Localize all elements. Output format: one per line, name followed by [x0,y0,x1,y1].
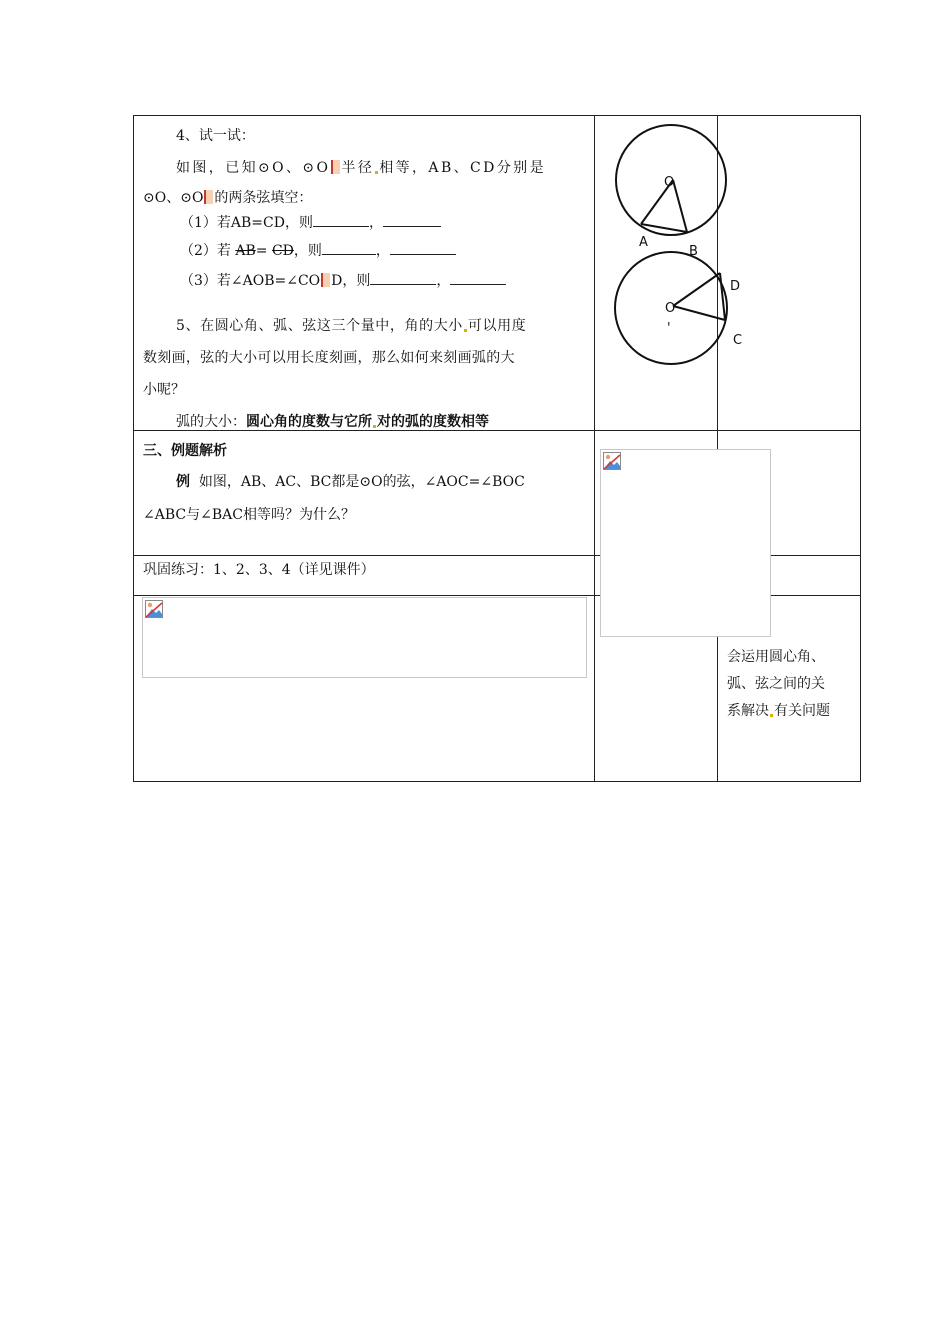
edit-marker-icon [331,160,340,174]
answer-text-a: 圆心角的度数与它所 [246,414,372,430]
example-line2: ∠ABC与∠BAC相等吗？为什么？ [143,507,355,523]
table-border-top [133,115,861,116]
section4-line2-part-a: ⊙O、⊙O [143,190,204,206]
section4-line2-part-b: 的两条弦填空： [214,190,313,206]
table-border-left [133,115,134,782]
arc-ab: AB [235,243,256,259]
question-2-text-e: ，则 [293,243,322,259]
section5-line1 [176,316,526,336]
edit-dot-icon [375,171,378,174]
broken-image-icon [603,452,621,470]
question-3 [180,270,506,291]
section5-line3: 小呢？ [143,382,185,398]
table-border-right [860,115,861,782]
top-circle [616,125,726,259]
circles-figure [596,118,746,378]
point-b-label: B [689,244,698,259]
bottom-circle [615,252,742,364]
answer-blank [322,240,376,255]
section4-line1-part-a: 如图，已知⊙O、⊙O [176,160,331,176]
section4-line1 [176,158,546,178]
goal-line1: 会运用圆心角、 [727,649,825,665]
prime-mark: ' [667,321,671,336]
practice-image-placeholder [142,597,587,678]
section4-line2 [143,188,312,208]
section5-line2: 数刻画，弦的大小可以用长度刻画，那么如何来刻画弧的大 [143,350,515,366]
answer-text-b: 对的弧的度数相等 [377,414,489,430]
section4-title: 4、试一试： [176,128,255,144]
question-1 [180,212,441,233]
example-line1 [176,472,525,492]
point-a-label: A [639,235,648,250]
section4-line1-part-b: 半径 [341,160,375,176]
point-d-label: D [730,279,741,294]
example-label: 例 [176,474,190,490]
section5-line1-part-b: 可以用度 [467,318,527,334]
arc-size-answer [176,412,489,432]
arc-cd: CD [271,243,294,259]
question-3-text-b: D，则 [331,273,371,289]
section5-line1-part-a: 5、在圆心角、弧、弦这三个量中，角的大小 [176,318,463,334]
question-2-text-a: （2）若 [180,243,231,259]
goal-line2: 弧、弦之间的关 [727,676,825,692]
example-heading: 三、例题解析 [143,443,227,459]
edit-dot-icon [373,425,376,428]
example-image-placeholder [600,449,771,637]
example-question-1: 如图，AB、AC、BC都是⊙O的弦，∠AOC=∠BOC [198,474,525,490]
answer-blank [370,270,436,285]
answer-blank [383,212,441,227]
edit-dot-icon [464,329,467,332]
question-3-text-a: （3）若∠AOB=∠CO [180,273,321,289]
point-c-label: C [733,333,743,348]
edit-dot-icon [770,714,773,717]
practice-text: 巩固练习：1、2、3、4（详见课件） [143,562,375,578]
answer-blank [313,212,369,227]
comma: ， [375,243,390,259]
bottom-center-label: O [665,301,676,316]
section4-line1-part-c: 相等，AB、CD分别是 [379,160,546,176]
answer-blank [450,270,506,285]
answer-blank [390,240,456,255]
question-2 [180,240,456,261]
edit-marker-icon [204,190,213,204]
goal-line3-part-a: 系解决 [727,703,769,719]
comma: ， [436,273,451,289]
goal-line3-part-b: 有关问题 [774,703,830,719]
comma: ， [368,215,383,231]
question-1-text: （1）若AB=CD，则 [180,215,313,231]
top-center-label: O [664,175,675,190]
goal-line3 [727,701,830,721]
broken-image-icon [145,600,163,618]
table-column-divider-1 [594,115,595,782]
table-border-bottom [133,781,861,782]
edit-marker-icon [321,273,330,287]
answer-label: 弧的大小： [176,414,246,430]
equals-sign: = [255,243,268,259]
